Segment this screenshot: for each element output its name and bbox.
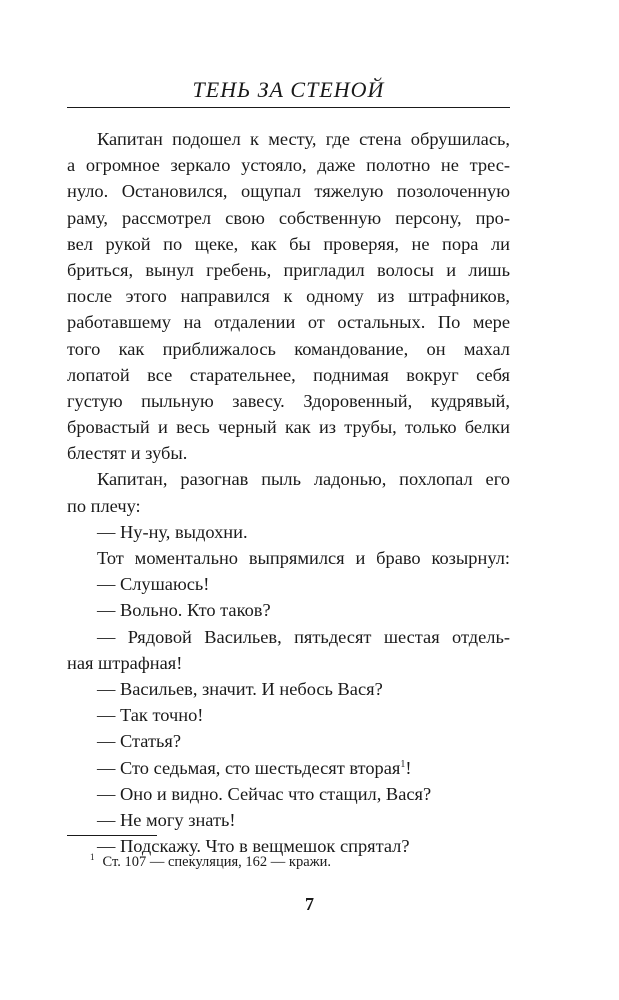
text-line: [67, 755, 510, 781]
footnote-reference: 1: [400, 758, 406, 770]
text-line: [67, 807, 510, 833]
text-line-content: по плечу:: [67, 495, 141, 516]
text-line-content: бриться, вынул гребень, пригладил волосы и лишь: [67, 259, 510, 280]
footnote-separator: [67, 835, 157, 836]
text-line-content: — Статья?: [97, 731, 182, 752]
text-line: [67, 440, 510, 466]
text-line-content: — Вольно. Кто таков?: [97, 600, 271, 621]
text-line: [67, 702, 510, 728]
text-line: [67, 466, 510, 492]
text-line-content: — Слушаюсь!: [97, 574, 210, 595]
page-number: 7: [305, 894, 314, 914]
text-line: [67, 624, 510, 650]
text-line: [67, 205, 510, 231]
text-line: [67, 545, 510, 571]
footnote-text: Ст. 107 — спекуляция, 162 — кражи.: [102, 853, 332, 870]
text-line-content: — Сто седьмая, сто шестьдесят вторая: [97, 757, 401, 778]
text-line: [67, 493, 510, 519]
text-line: [67, 519, 510, 545]
text-line-content: раму, рассмотрел свою собственную персону, про-: [67, 207, 510, 228]
text-line-content: ная штрафная!: [67, 652, 183, 673]
text-line: [67, 676, 510, 702]
text-line-tail: !: [405, 757, 412, 778]
text-line-content: бровастый и весь черный как из трубы, только белки: [67, 417, 510, 438]
text-line: [67, 388, 510, 414]
text-line: [67, 728, 510, 754]
text-line-content: работавшему на отдалении от остальных. По мере: [67, 312, 510, 333]
text-line: [67, 126, 510, 152]
text-line-content: — Подскажу. Что в вещмешок спрятал?: [97, 836, 410, 857]
text-line-content: Тот моментально выпрямился и браво козырнул:: [97, 548, 510, 568]
text-line-content: Капитан подошел к месту, где стена обрушилась,: [97, 129, 510, 149]
text-line-content: — Так точно!: [97, 705, 204, 726]
running-header: [67, 72, 510, 108]
text-line: [67, 152, 510, 178]
text-line: [67, 571, 510, 597]
text-line: [67, 362, 510, 388]
text-line-content: — Васильев, значит. И небось Вася?: [97, 678, 383, 699]
text-line-content: а огромное зеркало устояло, даже полотно не трес-: [67, 155, 510, 176]
text-line-content: лопатой все старательнее, поднимая вокруг себя: [67, 364, 510, 385]
body-text: [67, 126, 510, 859]
text-line-content: — Не могу знать!: [97, 809, 236, 830]
text-line: [67, 257, 510, 283]
text-line-content: того как приближалось командование, он махал: [67, 338, 510, 359]
footnote: [90, 852, 331, 871]
text-line-content: блестят и зубы.: [67, 443, 188, 464]
footnote-mark: 1: [90, 852, 95, 862]
text-line: [67, 336, 510, 362]
text-line-content: вел рукой по щеке, как бы проверяя, не пора ли: [67, 233, 510, 254]
text-line-content: густую пыльную завесу. Здоровенный, кудрявый,: [67, 390, 510, 411]
text-line: [67, 231, 510, 257]
text-line-content: — Рядовой Васильев, пятьдесят шестая отдель-: [97, 626, 510, 647]
text-line-content: после этого направился к одному из штрафников,: [67, 286, 510, 307]
text-line-content: — Ну-ну, выдохни.: [97, 521, 248, 542]
text-line: [67, 309, 510, 335]
text-line-content: — Оно и видно. Сейчас что стащил, Вася?: [97, 783, 432, 804]
text-line: [67, 650, 510, 676]
text-line: [67, 178, 510, 204]
text-line: [67, 414, 510, 440]
text-line-content: нуло. Остановился, ощупал тяжелую позолоченную: [67, 181, 510, 202]
text-line-content: Капитан, разогнав пыль ладонью, похлопал его: [97, 469, 510, 490]
text-line: [67, 597, 510, 623]
text-line: [67, 781, 510, 807]
text-line: [67, 283, 510, 309]
running-header-title: ТЕНЬ ЗА СТЕНОЙ: [192, 77, 385, 102]
